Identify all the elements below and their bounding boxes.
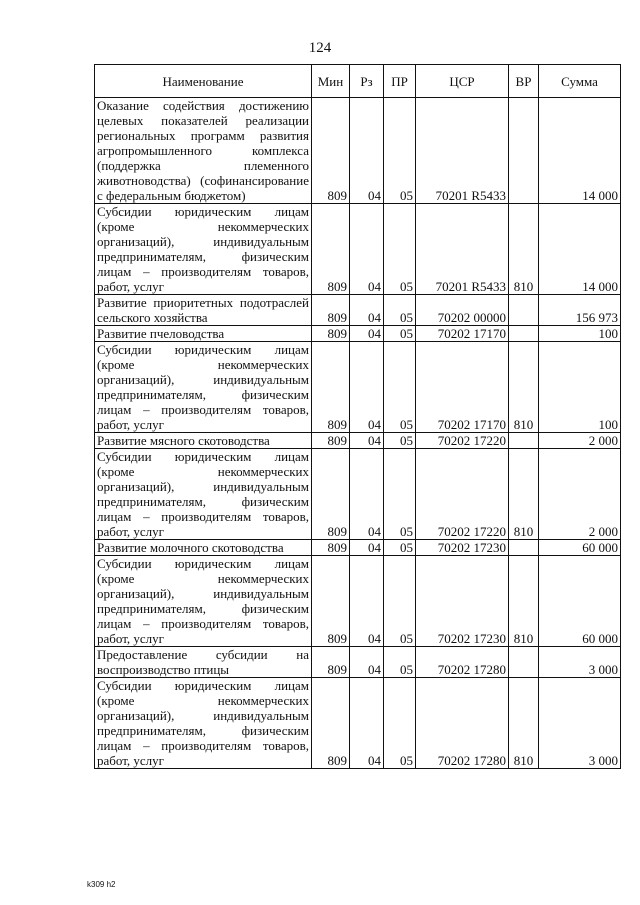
table-row xyxy=(95,204,621,295)
row-rz: 04 xyxy=(350,449,384,540)
row-min: 809 xyxy=(312,647,350,678)
row-name: Субсидии юридическим лицам (кроме некоммерческих организаций), индивидуальным предпринимателям, физическим лицам – производителям товаров, работ, услуг xyxy=(95,449,312,540)
row-name: Развитие приоритетных подотраслей сельского хозяйства xyxy=(95,295,312,326)
row-rz: 04 xyxy=(350,98,384,204)
row-csr: 70201 R5433 xyxy=(416,204,509,295)
row-rz: 04 xyxy=(350,433,384,449)
row-sum: 156 973 xyxy=(539,295,621,326)
table-row xyxy=(95,98,621,204)
row-name: Развитие мясного скотоводства xyxy=(95,433,312,449)
row-vr: 810 xyxy=(509,204,539,295)
table-row xyxy=(95,678,621,769)
row-csr: 70202 17220 xyxy=(416,433,509,449)
row-min: 809 xyxy=(312,342,350,433)
row-rz: 04 xyxy=(350,326,384,342)
row-rz: 04 xyxy=(350,678,384,769)
table-row xyxy=(95,449,621,540)
row-pr: 05 xyxy=(384,556,416,647)
row-sum: 100 xyxy=(539,342,621,433)
row-csr: 70202 17170 xyxy=(416,342,509,433)
header-min: Мин xyxy=(312,65,350,98)
row-pr: 05 xyxy=(384,647,416,678)
row-name: Субсидии юридическим лицам (кроме некоммерческих организаций), индивидуальным предпринимателям, физическим лицам – производителям товаров, работ, услуг xyxy=(95,556,312,647)
header-rz: Рз xyxy=(350,65,384,98)
row-vr xyxy=(509,98,539,204)
row-vr: 810 xyxy=(509,678,539,769)
row-sum: 100 xyxy=(539,326,621,342)
row-name: Субсидии юридическим лицам (кроме некоммерческих организаций), индивидуальным предпринимателям, физическим лицам – производителям товаров, работ, услуг xyxy=(95,204,312,295)
row-csr: 70202 17170 xyxy=(416,326,509,342)
row-sum: 3 000 xyxy=(539,647,621,678)
row-name: Предоставление субсидии на воспроизводство птицы xyxy=(95,647,312,678)
row-vr xyxy=(509,647,539,678)
row-pr: 05 xyxy=(384,449,416,540)
row-min: 809 xyxy=(312,433,350,449)
row-rz: 04 xyxy=(350,540,384,556)
table-row xyxy=(95,647,621,678)
row-csr: 70202 00000 xyxy=(416,295,509,326)
row-pr: 05 xyxy=(384,678,416,769)
table-row xyxy=(95,295,621,326)
row-vr xyxy=(509,326,539,342)
row-pr: 05 xyxy=(384,433,416,449)
row-sum: 14 000 xyxy=(539,98,621,204)
row-rz: 04 xyxy=(350,342,384,433)
row-csr: 70202 17230 xyxy=(416,556,509,647)
table-row xyxy=(95,556,621,647)
row-name: Субсидии юридическим лицам (кроме некоммерческих организаций), индивидуальным предпринимателям, физическим лицам – производителям товаров, работ, услуг xyxy=(95,342,312,433)
row-vr: 810 xyxy=(509,556,539,647)
row-csr: 70202 17280 xyxy=(416,647,509,678)
table-row xyxy=(95,342,621,433)
budget-table xyxy=(94,64,621,769)
row-vr xyxy=(509,295,539,326)
page-number: 124 xyxy=(308,40,332,56)
row-rz: 04 xyxy=(350,556,384,647)
row-min: 809 xyxy=(312,678,350,769)
row-min: 809 xyxy=(312,540,350,556)
row-min: 809 xyxy=(312,204,350,295)
row-vr: 810 xyxy=(509,449,539,540)
table-row xyxy=(95,433,621,449)
row-sum: 2 000 xyxy=(539,433,621,449)
row-vr xyxy=(509,540,539,556)
row-sum: 14 000 xyxy=(539,204,621,295)
row-min: 809 xyxy=(312,295,350,326)
row-pr: 05 xyxy=(384,540,416,556)
row-min: 809 xyxy=(312,326,350,342)
row-csr: 70201 R5433 xyxy=(416,98,509,204)
row-pr: 05 xyxy=(384,98,416,204)
row-csr: 70202 17220 xyxy=(416,449,509,540)
row-rz: 04 xyxy=(350,647,384,678)
header-pr: ПР xyxy=(384,65,416,98)
row-pr: 05 xyxy=(384,204,416,295)
row-name: Оказание содействия достижению целевых показателей реализации региональных программ развития агропромышленного комплекса (поддержка племенного животноводства) (софинансирование с федеральным бюджетом) xyxy=(95,98,312,204)
row-min: 809 xyxy=(312,449,350,540)
row-min: 809 xyxy=(312,556,350,647)
header-vr: ВР xyxy=(509,65,539,98)
table-row xyxy=(95,326,621,342)
row-rz: 04 xyxy=(350,295,384,326)
header-csr: ЦСР xyxy=(416,65,509,98)
row-pr: 05 xyxy=(384,326,416,342)
table-row xyxy=(95,540,621,556)
row-sum: 3 000 xyxy=(539,678,621,769)
footer-code: k309 h2 xyxy=(87,880,116,889)
row-sum: 60 000 xyxy=(539,540,621,556)
row-csr: 70202 17230 xyxy=(416,540,509,556)
header-name: Наименование xyxy=(95,65,312,98)
header-sum: Сумма xyxy=(539,65,621,98)
row-vr: 810 xyxy=(509,342,539,433)
row-csr: 70202 17280 xyxy=(416,678,509,769)
row-sum: 60 000 xyxy=(539,556,621,647)
row-vr xyxy=(509,433,539,449)
row-name: Субсидии юридическим лицам (кроме некоммерческих организаций), индивидуальным предпринимателям, физическим лицам – производителям товаров, работ, услуг xyxy=(95,678,312,769)
table-header-row xyxy=(95,65,621,98)
row-sum: 2 000 xyxy=(539,449,621,540)
row-pr: 05 xyxy=(384,342,416,433)
row-name: Развитие пчеловодства xyxy=(95,326,312,342)
row-rz: 04 xyxy=(350,204,384,295)
row-name: Развитие молочного скотоводства xyxy=(95,540,312,556)
row-pr: 05 xyxy=(384,295,416,326)
row-min: 809 xyxy=(312,98,350,204)
